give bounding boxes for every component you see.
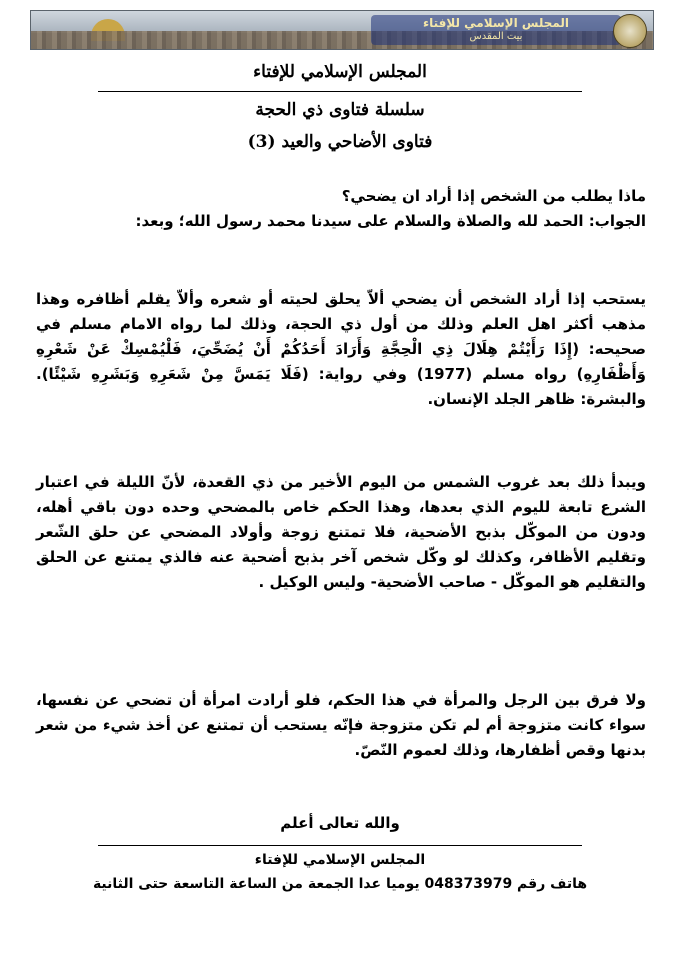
header-banner: [30, 10, 654, 50]
fatwa-subtitle: فتاوى الأضاحي والعيد (3): [247, 132, 433, 152]
footer-phone-line: هاتف رقم 048373979 يوميا عدا الجمعة من الساعة التاسعة حتى الثانية: [92, 876, 588, 892]
paragraph-2: ويبدأ ذلك بعد غروب الشمس من اليوم الأخير من ذي القعدة، لأنّ الليلة في اعتبار الشرع تابعة لليوم الذي بعدها، وهذا الحكم خاص بالمضحي وحده دون باقي أهله، ودون من الموكّل بذبح الأضحية، فلا تمتنع زوجة وأولاد المضحي عن حلق الشّعر وتقليم الأظافر، وكذلك لو وكّل شخص آخر بذبح أضحية عنه فالذي يمتنع عن الحلق والتقليم هو الموكّل - صاحب الأضحية- وليس الوكيل .: [36, 473, 646, 591]
question-text: ماذا يطلب من الشخص إذا أراد ان يضحي؟: [341, 187, 646, 205]
answer-intro: الجواب: الحمد لله والصلاة والسلام على سيدنا محمد رسول الله؛ وبعد:: [135, 212, 646, 230]
series-title: سلسلة فتاوى ذي الحجة: [255, 100, 425, 120]
footer-council-name: المجلس الإسلامي للإفتاء: [254, 852, 426, 868]
paragraph-1: يستحب إذا أراد الشخص أن يضحي ألاّ يحلق لحيته أو شعره وألاّ يقلم أظافره وهذا مذهب أكثر اهل العلم وذلك من أول ذي الحجة، وذلك لما رواه الامام مسلم في صحيحه: (إِذَا رَأَيْتُمْ هِلَالَ ذِي الْحِجَّةِ وَأَرَادَ أَحَدُكُمْ أَنْ يُضَحِّيَ، فَلْيُمْسِكْ عَنْ شَعْرِهِ وَأَظْفَارِهِ) رواه مسلم (1977) وفي رواية: (فَلَا يَمَسَّ مِنْ شَعَرِهِ وَبَشَرِهِ شَيْئًا). والبشرة: ظاهر الجلد الإنسان.: [36, 290, 646, 408]
footer-divider: [98, 845, 582, 846]
header-divider: [98, 91, 582, 92]
banner-subtitle: بيت المقدس: [469, 31, 523, 42]
council-logo-icon: [613, 14, 647, 48]
closing-phrase: والله تعالى أعلم: [280, 814, 400, 832]
council-title: المجلس الإسلامي للإفتاء: [253, 62, 427, 82]
paragraph-3: ولا فرق بين الرجل والمرأة في هذا الحكم، فلو أرادت امرأة أن تضحي عن نفسها، سواء كانت متزوجة أم لم تكن متزوجة فإنّه يستحب أن تمتنع عن أخذ شيء من شعر بدنها وقص أظفارها، وذلك لعموم النّصّ.: [36, 691, 646, 759]
banner-title: المجلس الإسلامي للإفتاء: [422, 16, 570, 30]
